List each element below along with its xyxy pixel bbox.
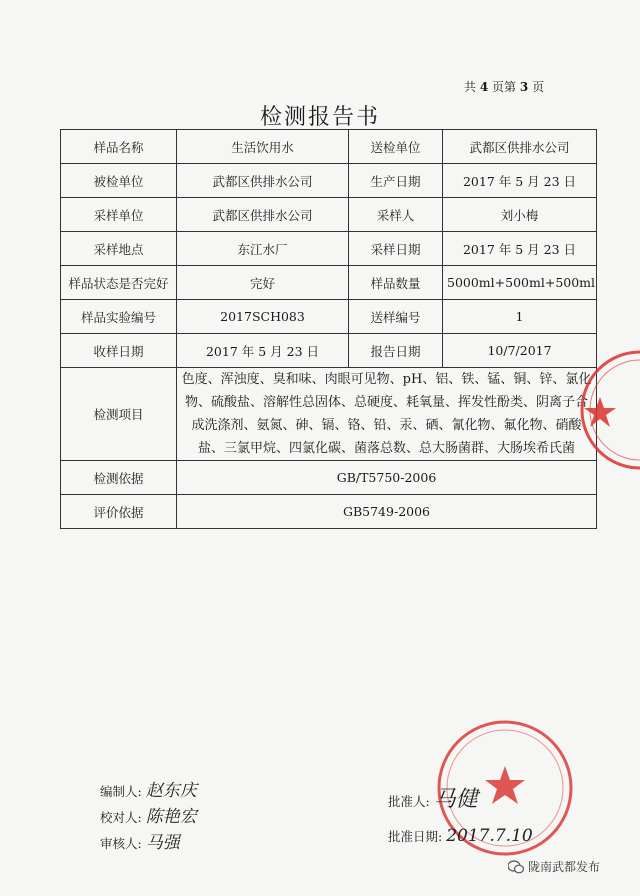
- table-row: [61, 232, 597, 266]
- table-row: [61, 266, 597, 300]
- test-items-value: 色度、浑浊度、臭和味、肉眼可见物、pH、铝、铁、锰、铜、锌、氯化物、硫酸盐、溶解性总固体、总硬度、耗氧量、挥发性酚类、阴离子合成洗涤剂、氨氮、砷、镉、铬、铅、汞、硒、氰化物、氟化物、硝酸盐、三氯甲烷、四氯化碳、菌落总数、总大肠菌群、大肠埃希氏菌: [177, 368, 597, 461]
- basis-row: [61, 461, 597, 495]
- field-value: 2017SCH083: [177, 300, 349, 334]
- field-label: 被检单位: [61, 164, 177, 198]
- field-label: 收样日期: [61, 334, 177, 368]
- field-value: 2017 年 5 月 23 日: [443, 164, 597, 198]
- table-row: [61, 334, 597, 368]
- basis-value: GB/T5750-2006: [177, 461, 597, 495]
- field-label: 样品数量: [349, 266, 443, 300]
- test-items-row: [61, 368, 597, 461]
- editor-signature: 编制人: 赵东庆: [100, 781, 197, 801]
- field-label: 采样地点: [61, 232, 177, 266]
- reviewer-signature: 审核人: 马强: [100, 833, 180, 853]
- field-value: 东江水厂: [177, 232, 349, 266]
- field-label: 采样日期: [349, 232, 443, 266]
- official-seal-right: [578, 345, 640, 475]
- field-label: 报告日期: [349, 334, 443, 368]
- field-value: 刘小梅: [443, 198, 597, 232]
- editor-name: 赵东庆: [145, 781, 197, 801]
- field-label: 样品实验编号: [61, 300, 177, 334]
- table-row: [61, 300, 597, 334]
- approver-signature: 批准人: 马健: [388, 787, 478, 812]
- reviewer-name: 马强: [145, 833, 180, 853]
- wechat-icon: [508, 860, 524, 874]
- field-value: 武都区供排水公司: [177, 198, 349, 232]
- table-row: [61, 198, 597, 232]
- field-value: 武都区供排水公司: [443, 130, 597, 164]
- table-row: [61, 164, 597, 198]
- approver-name: 马健: [433, 787, 478, 812]
- field-value: 10/7/2017: [443, 334, 597, 368]
- checker-signature: 校对人: 陈艳宏: [100, 807, 197, 827]
- field-value: 1: [443, 300, 597, 334]
- report-table: [60, 129, 597, 529]
- field-label: 评价依据: [61, 495, 177, 529]
- table-row: [61, 130, 597, 164]
- field-value: 2017 年 5 月 23 日: [443, 232, 597, 266]
- approve-date-value: 2017.7.10: [446, 826, 533, 846]
- report-title: 检测报告书: [259, 105, 380, 130]
- page-indicator: 共 4 页第 3 页: [464, 80, 545, 94]
- field-label: 样品名称: [61, 130, 177, 164]
- field-label: 检测依据: [61, 461, 177, 495]
- field-value: 生活饮用水: [177, 130, 349, 164]
- approve-date: 批准日期: 2017.7.10: [388, 826, 533, 846]
- field-label: 检测项目: [61, 368, 177, 461]
- field-value: 完好: [177, 266, 349, 300]
- field-label: 采样人: [349, 198, 443, 232]
- evaluation-row: [61, 495, 597, 529]
- field-label: 送样编号: [349, 300, 443, 334]
- footer-brand: 陇南武都发布: [508, 858, 600, 875]
- field-label: 采样单位: [61, 198, 177, 232]
- evaluation-value: GB5749-2006: [177, 495, 597, 529]
- field-label: 送检单位: [349, 130, 443, 164]
- field-label: 样品状态是否完好: [61, 266, 177, 300]
- field-label: 生产日期: [349, 164, 443, 198]
- field-value: 武都区供排水公司: [177, 164, 349, 198]
- field-value: 2017 年 5 月 23 日: [177, 334, 349, 368]
- field-value: 5000ml+500ml+500ml: [443, 266, 597, 300]
- checker-name: 陈艳宏: [145, 807, 197, 827]
